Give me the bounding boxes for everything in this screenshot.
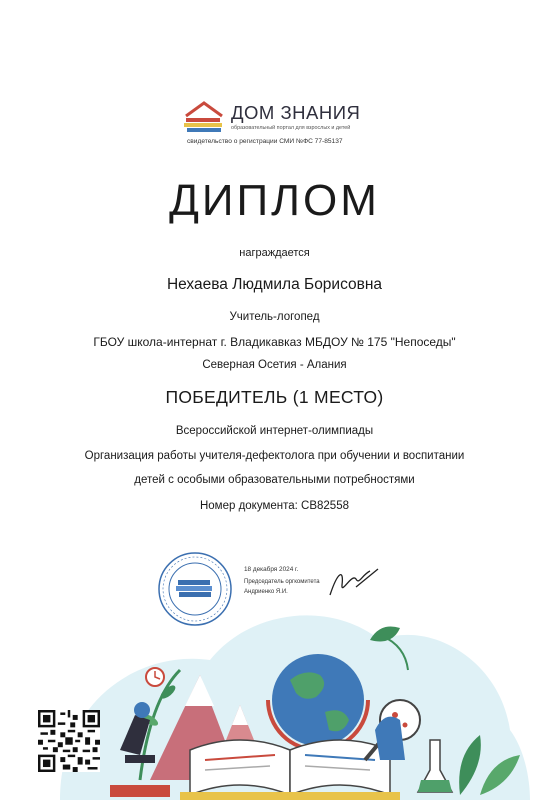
topic-line-2: детей с особыми образовательными потребностями — [134, 474, 415, 486]
signature-date: 18 декабря 2024 г. — [244, 566, 299, 573]
olympiad-name: Всероссийской интернет-олимпиады — [175, 425, 374, 437]
recipient-position: Учитель-логопед — [229, 311, 320, 323]
document-number: Номер документа: СВ82558 — [199, 500, 349, 512]
house-books-logo-icon — [182, 100, 226, 134]
logo-subtitle: образовательный портал для взрослых и детей — [231, 125, 351, 131]
awarded-label: награждается — [239, 247, 310, 259]
topic-line-1: Организация работы учителя-дефектолога при обучении и воспитании — [84, 450, 465, 462]
result-title: ПОБЕДИТЕЛЬ (1 МЕСТО) — [165, 387, 384, 407]
signature-name: Андриенко Я.И. — [244, 589, 288, 595]
recipient-name: Нехаева Людмила Борисовна — [166, 276, 383, 293]
signature-icon — [326, 565, 382, 601]
diploma-title: ДИПЛОМ — [169, 176, 380, 225]
registration-text: свидетельство о регистрации СМИ №ФС 77-85137 — [187, 138, 343, 145]
stamp-icon — [156, 550, 234, 628]
logo — [182, 100, 372, 150]
logo-title: ДОМ ЗНАНИЯ — [231, 102, 361, 123]
qr-code-icon[interactable] — [38, 710, 100, 772]
signature-role: Председатель оргкомитета — [244, 579, 320, 585]
recipient-organization: ГБОУ школа-интернат г. Владикавказ МБДОУ № 175 "Непоседы" — [93, 335, 456, 349]
recipient-region: Северная Осетия - Алания — [202, 359, 347, 371]
